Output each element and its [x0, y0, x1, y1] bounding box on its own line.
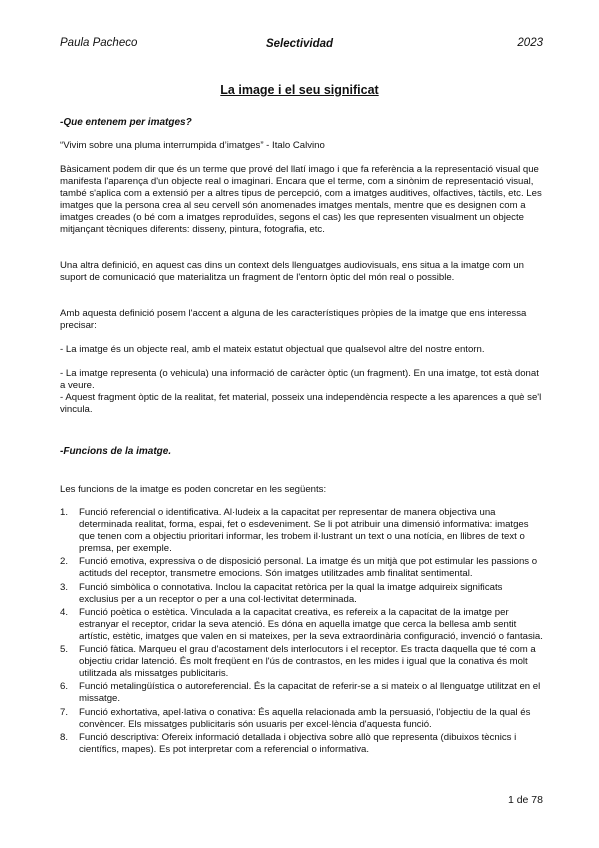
- bullet-independence: - Aquest fragment òptic de la realitat, fet material, posseix una independència respecte a les aparences a què se'l vincula.: [60, 392, 542, 416]
- list-item: 3. Funció simbòlica o connotativa. Inclou la capacitat retòrica per la qual la imatge adquireix significats exclusius per a un receptor o per a una col·lectivitat determinada.: [60, 581, 503, 605]
- bullet-real-object: - La imatge és un objecte real, amb el mateix estatut objectual que qualsevol altre del nostre entorn.: [60, 344, 485, 355]
- paragraph-definition: Bàsicament podem dir que és un terme que prové del llatí imago i que fa referència a la representació visual que manifesta l'aparença d'un objecte real o imaginari. Encara que el terme, com a sinònim de representació visual, també s'aplica com a extensió per a altres tipus de percepció, com a imatges auditives, olfactives, tàctils, etc. Les imatges que la persona crea al seu cervell són anomenades imatges mentals, mentre que es designen com a imatges creades (o bé com a imatges reproduïdes, segons el cas) les que representen visualment un objecte mitjançant tècniques diferents: disseny, pintura, fotografia, etc.: [60, 164, 542, 236]
- list-item: 5. Funció fàtica. Marqueu el grau d'acostament dels interlocutors i el receptor. Es tracta daquella que té com a objectiu cridar latenció. És molt freqüent en l'ús de contrastos, en les mides i igual que la conativa és molt utilitzada als missatges publicitaris.: [60, 644, 536, 680]
- section-heading-funcions: -Funcions de la imatge.: [60, 446, 172, 457]
- list-item: 4. Funció poètica o estètica. Vinculada a la capacitat creativa, es refereix a la capacitat de la imatge per estranyar el receptor, cridar la seva atenció. Es dóna en aquella imatge que cerca la bellesa amb sentit artístic, estètic, imatges que valen en si mateixes, per la seva extraordinària configuració, invenció o fantasia.: [60, 606, 543, 642]
- paragraph-characteristics: Amb aquesta definició posem l'accent a alguna de les característiques pròpies de la imatge que ens interessa precisar:: [60, 308, 527, 332]
- header-year: 2023: [517, 37, 543, 49]
- list-item: 2. Funció emotiva, expressiva o de disposició personal. La imatge és un mitjà que pot estimular les passions o actituds del receptor, transmetre emocions. Són imatges utilitzades amb finalitat sentimental.: [60, 556, 538, 580]
- header-subject: Selectividad: [265, 38, 334, 50]
- functions-list: [60, 507, 544, 757]
- list-item: 6. Funció metalingüística o autoreferencial. És la capacitat de referir-se a si mateix o al llenguatge utilitzat en el missatge.: [60, 681, 541, 705]
- list-item: 1. Funció referencial o identificativa. Al·ludeix a la capacitat per representar de manera objectiva una determinada realitat, forma, espai, fet o esdeveniment. Se li pot atribuir una dimensió informativa: imatges que tenen com a objectiu prioritari informar, les trobem il·lustrant un text o una notícia, en llibres de text o premsa, per exemple.: [60, 507, 529, 555]
- paragraph-audiovisual: Una altra definició, en aquest cas dins un context dels llenguatges audiovisuals, ens situa a la imatge com un suport de comunicació que materialitza un fragment de l'entorn òptic del món real o possible.: [60, 260, 524, 284]
- bullet-optical-info: - La imatge representa (o vehicula) una informació de caràcter òptic (un fragment). En una imatge, tot està donat a veure.: [60, 368, 539, 392]
- section-heading-imatges: -Que entenem per imatges?: [60, 117, 192, 128]
- page-title: La image i el seu significat: [220, 83, 379, 97]
- functions-intro: Les funcions de la imatge es poden concretar en les següents:: [60, 484, 327, 495]
- page-number: 1 de 78: [507, 794, 543, 806]
- list-item: 8. Funció descriptiva: Ofereix informació detallada i objectiva sobre allò que representa (dibuixos tècnics i científics, mapes). Es pot interpretar com a referencial o informativa.: [60, 731, 517, 755]
- list-item: 7. Funció exhortativa, apel·lativa o conativa: És aquella relacionada amb la persuasió, l'objectiu de la qual és convèncer. Els missatges publicitaris són usuaris per excel·lència d'aquesta funció.: [60, 706, 531, 730]
- quote-calvino: “Vivim sobre una pluma interrumpida d’imatges” - Italo Calvino: [60, 140, 325, 151]
- header-author: Paula Pacheco: [60, 37, 138, 49]
